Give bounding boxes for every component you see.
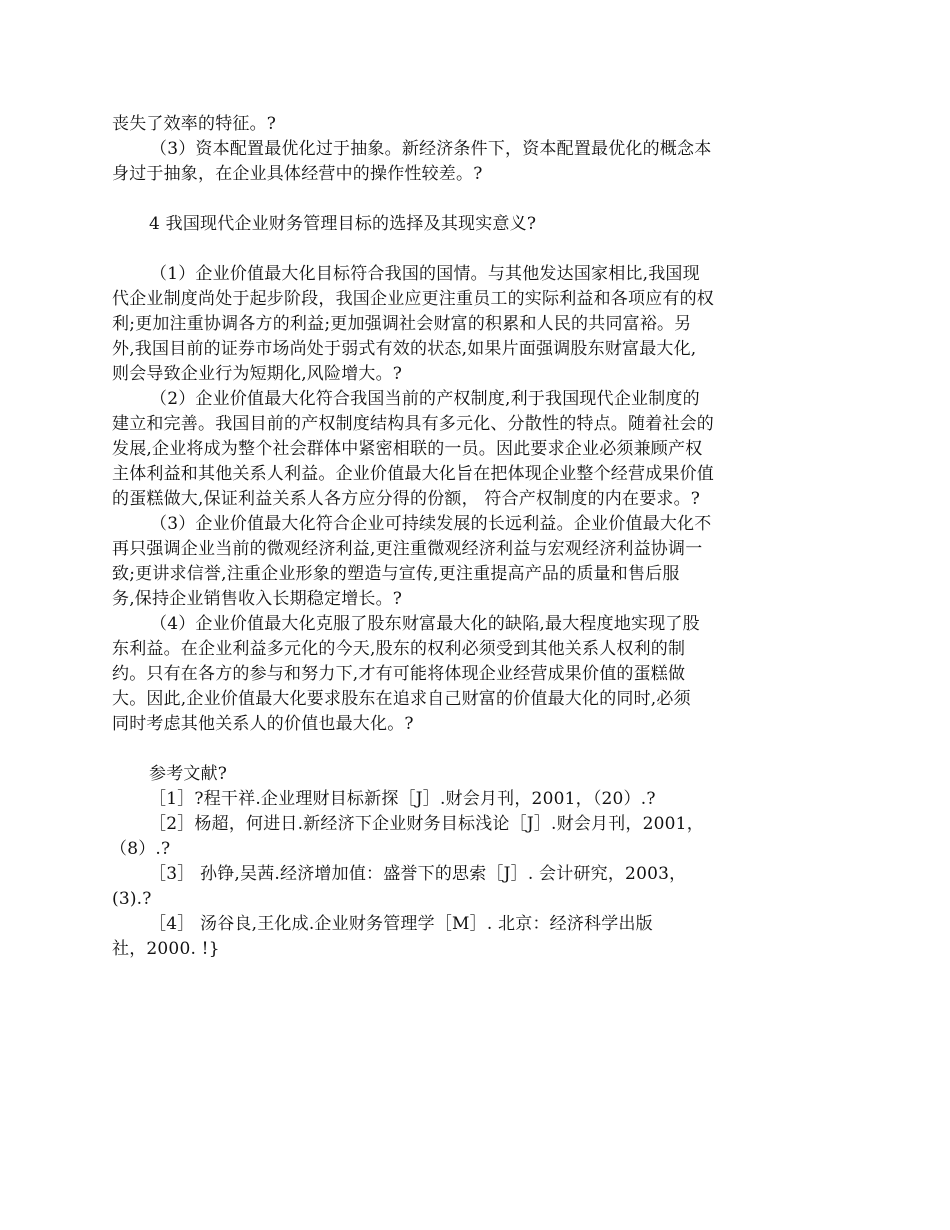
paragraph-line: 发展,企业将成为整个社会群体中紧密相联的一员。因此要求企业必须兼顾产权	[112, 439, 703, 459]
paragraph-line: 丧失了效率的特征。?	[112, 114, 277, 134]
reference-item: ［2］杨超，何进日.新经济下企业财务目标浅论［J］.财会月刊，2001，	[149, 814, 704, 834]
paragraph-line: 大。因此,企业价值最大化要求股东在追求自己财富的价值最大化的同时,必须	[112, 689, 691, 709]
reference-item-continuation: （8）.?	[110, 839, 171, 859]
reference-item: ［1］?程干祥.企业理财目标新探［J］.财会月刊，2001，（20）.?	[149, 789, 656, 809]
paragraph-line: 务,保持企业销售收入长期稳定增长。?	[112, 589, 403, 609]
reference-item-continuation: 社，2000. !}	[112, 939, 220, 959]
references-title: 参考文献?	[149, 764, 228, 784]
paragraph-line: 利;更加注重协调各方的利益;更加强调社会财富的积累和人民的共同富裕。另	[112, 314, 692, 334]
reference-item: ［4］ 汤谷良,王化成.企业财务管理学［M］. 北京：经济科学出版	[149, 914, 653, 934]
reference-item-continuation: (3).?	[112, 889, 152, 909]
paragraph-line: 外,我国目前的证券市场尚处于弱式有效的状态,如果片面强调股东财富最大化,	[112, 339, 697, 359]
paragraph-line: （3）资本配置最优化过于抽象。新经济条件下，资本配置最优化的概念本	[150, 139, 712, 159]
blank-line	[112, 237, 762, 262]
paragraph-line: 则会导致企业行为短期化,风险增大。?	[112, 364, 403, 384]
section-heading: 4 我国现代企业财务管理目标的选择及其现实意义?	[149, 214, 537, 234]
paragraph-line: （2）企业价值最大化符合我国当前的产权制度,利于我国现代企业制度的	[150, 389, 700, 409]
paragraph-line: 东利益。在企业利益多元化的今天,股东的权利必须受到其他关系人权利的制	[112, 639, 686, 659]
paragraph-line: （4）企业价值最大化克服了股东财富最大化的缺陷,最大程度地实现了股	[150, 614, 700, 634]
paragraph-line: 代企业制度尚处于起步阶段，我国企业应更注重员工的实际利益和各项应有的权	[112, 289, 714, 309]
paragraph-line: 约。只有在各方的参与和努力下,才有可能将体现企业经营成果价值的蛋糕做	[112, 664, 686, 684]
paragraph-line: 的蛋糕做大,保证利益关系人各方应分得的份额， 符合产权制度的内在要求。?	[112, 489, 701, 509]
document-body	[112, 112, 762, 962]
paragraph-line: 身过于抽象，在企业具体经营中的操作性较差。?	[112, 164, 483, 184]
blank-line	[112, 187, 762, 212]
reference-item: ［3］ 孙铮,吴茜.经济增加值：盛誉下的思索［J］. 会计研究，2003，	[149, 864, 687, 884]
blank-line	[112, 737, 762, 762]
paragraph-line: （3）企业价值最大化符合企业可持续发展的长远利益。企业价值最大化不	[150, 514, 712, 534]
paragraph-line: （1）企业价值最大化目标符合我国的国情。与其他发达国家相比,我国现	[150, 264, 700, 284]
paragraph-line: 再只强调企业当前的微观经济利益,更注重微观经济利益与宏观经济利益协调一	[112, 539, 703, 559]
paragraph-line: 主体利益和其他关系人利益。企业价值最大化旨在把体现企业整个经营成果价值	[112, 464, 714, 484]
paragraph-line: 致;更讲求信誉,注重企业形象的塑造与宣传,更注重提高产品的质量和售后服	[112, 564, 680, 584]
paragraph-line: 建立和完善。我国目前的产权制度结构具有多元化、分散性的特点。随着社会的	[112, 414, 714, 434]
paragraph-line: 同时考虑其他关系人的价值也最大化。?	[112, 714, 414, 734]
